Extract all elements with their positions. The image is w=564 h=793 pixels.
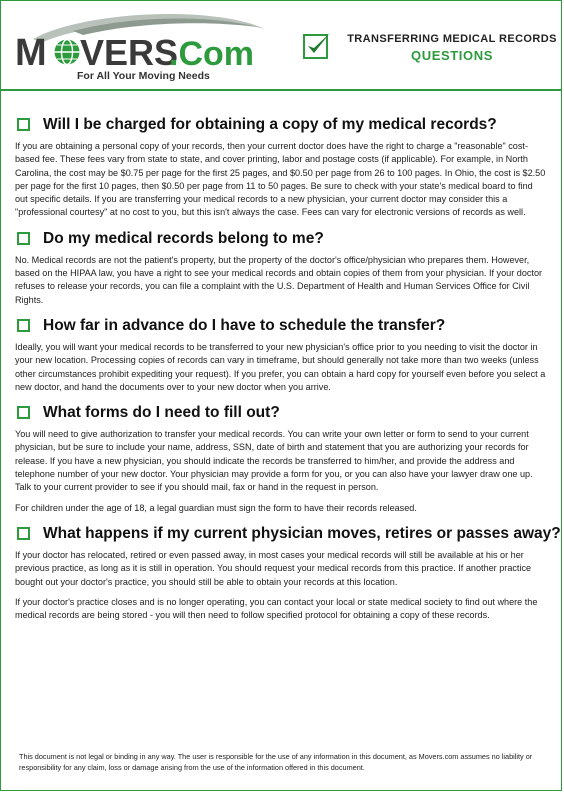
header-title-line2: QUESTIONS [411, 48, 493, 63]
question-item [15, 229, 547, 307]
question-title: What forms do I need to fill out? [43, 404, 280, 422]
logo-word-com: .Com [169, 35, 254, 73]
document-header [1, 1, 561, 89]
question-answer [15, 140, 547, 220]
checkbox-icon [17, 527, 30, 540]
question-answer [15, 428, 547, 515]
question-answer [15, 549, 547, 622]
checkbox-icon [17, 118, 30, 131]
question-title: Do my medical records belong to me? [43, 229, 324, 247]
question-title: Will I be charged for obtaining a copy of my medical records? [43, 116, 497, 133]
question-answer [15, 254, 547, 307]
checkbox-icon [17, 232, 30, 245]
question-heading [15, 316, 547, 336]
logo-tagline: For All Your Moving Needs [77, 70, 210, 82]
globe-icon [55, 40, 80, 65]
logo-word-vers: VERS [80, 32, 179, 73]
checkbox-icon [17, 406, 30, 419]
question-heading [15, 229, 547, 249]
question-answer [15, 341, 547, 394]
question-item [15, 115, 547, 220]
answer-paragraph: For children under the age of 18, a legal guardian must sign the form to have their records released. [15, 502, 417, 513]
header-title [347, 33, 557, 63]
answer-paragraph: If your doctor has relocated, retired or even passed away, in most cases your medical records will still be available at his or her previous practice, as long as it is still in operation. You should request your medical records from this practice. If another practice bought out your doctor's practice, you should still be able to obtain your records at this location. [15, 549, 532, 587]
question-item [15, 403, 547, 515]
question-title: How far in advance do I have to schedule the transfer? [43, 316, 446, 334]
answer-paragraph: If you are obtaining a personal copy of your records, then your current doctor does have the right to charge a "reasonable" cost-based fee. These fees vary from state to state, and cover printing, labor and postage costs (if applicable). For example, in North Carolina, the cost may be $0.75 per page for the first 25 pages, and $0.50 per page from 26 to 100 pages. In Ohio, the cost is $2.50 per page for the first 10 pages, then $0.50 per page from 11 to 50 pages. Be sure to check with your state's medical board to find out specific details. If you are transferring your medical records to a new physician, your current doctor may consider this a "professional courtesy" at no cost to you, but this isn't always the case. Fees can vary for electronic versions of records as well. [15, 141, 546, 218]
disclaimer: This document is not legal or binding in any way. The user is responsible for the use of any information in this document, as Movers.com assumes no liability or responsibility for any claim, loss or damage arising from the use of the information offered in this document. [19, 752, 533, 772]
answer-paragraph: No. Medical records are not the patient's property, but the property of the doctor's office/physician who prepares them. However, based on the HIPAA law, you have a right to see your medical records and obtain copies of them from your physician. If your doctor refuses to release your records, you can file a complaint with the U.S. Department of Health and Human Services Office for Civil Rights. [15, 254, 543, 305]
question-heading [15, 403, 547, 423]
question-item [15, 316, 547, 394]
question-heading [15, 524, 561, 544]
movers-logo-graphic [13, 9, 273, 85]
header-divider [1, 89, 561, 91]
question-item [15, 524, 561, 622]
answer-paragraph: You will need to give authorization to transfer your medical records. You can write your own letter or form to send to your current physician, but be sure to include your name, address, SSN, date of birth and statement that you are authorizing your records for release. If you have a new physician, you should indicate the records be transferred to him/her, and provide the address and telephone number of your new doctor. Your physician may provide a form for you, or you can also have your lawyer draw one up. Talk to your current provider to see if you should mail, fax or hand in the request in person. [15, 429, 533, 493]
movers-logo [13, 9, 273, 85]
answer-paragraph: If your doctor's practice closes and is no longer operating, you can contact your local or state medical society to find out where the medical records are being stored - you will then need to follow specified protocol for obtaining a copy of these records. [15, 596, 538, 621]
question-heading [15, 115, 547, 135]
checkbox-icon [17, 319, 30, 332]
questions-list [15, 115, 561, 631]
checkmark-icon [303, 31, 331, 59]
logo-letter-m: M [15, 32, 47, 74]
question-title: What happens if my current physician moves, retires or passes away? [43, 524, 561, 542]
answer-paragraph: Ideally, you will want your medical records to be transferred to your new physician's office prior to you needing to visit the doctor in your new location. Processing copies of records can vary in timeframe, but should generally not take more than two weeks (unless other circumstances prohibit expediting your request). If you prefer, you can obtain a hard copy for yourself even before you select a new doctor, and hand the documents over to your new doctor when you arrive. [15, 341, 546, 392]
header-title-line1: TRANSFERRING MEDICAL RECORDS [347, 33, 557, 45]
